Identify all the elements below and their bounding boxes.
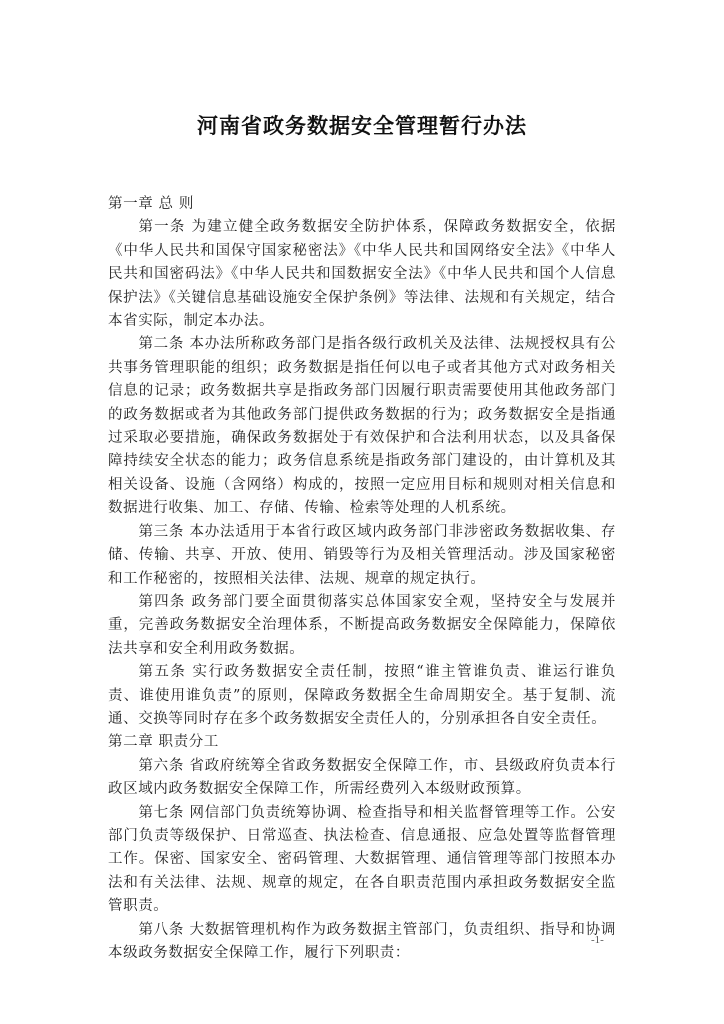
document-body [108, 193, 616, 965]
article-6: 第六条 省政府统筹全省政务数据安全保障工作，市、县级政府负责本行政区域内政务数据安全保障工作，所需经费列入本级财政预算。 [108, 757, 616, 798]
document-title: 河南省政务数据安全管理暂行办法 [197, 113, 527, 138]
article-7: 第七条 网信部门负责统筹协调、检查指导和相关监督管理等工作。公安部门负责等级保护、日常巡查、执法检查、信息通报、应急处置等监督管理工作。保密、国家安全、密码管理、大数据管理、通信管理等部门按照本办法和有关法律、法规、规章的规定，在各自职责范围内承担政务数据安全监管职责。 [108, 804, 616, 915]
page-number: -1- [591, 934, 604, 946]
chapter-heading-2: 第二章 职责分工 [108, 734, 219, 751]
article-5: 第五条 实行政务数据安全责任制，按照“谁主管谁负责、谁运行谁负责、谁使用谁负责”的原则，保障政务数据全生命周期安全。基于复制、流通、交换等同时存在多个政务数据安全责任人的，分别承担各自安全责任。 [108, 664, 616, 727]
chapter-heading-1: 第一章 总 则 [108, 196, 194, 212]
article-8: 第八条 大数据管理机构作为政务数据主管部门，负责组织、指导和协调本级政务数据安全保障工作，履行下列职责： [108, 921, 616, 961]
article-1: 第一条 为建立健全政务数据安全防护体系，保障政务数据安全，依据《中华人民共和国保守国家秘密法》《中华人民共和国网络安全法》《中华人民共和国密码法》《中华人民共和国数据安全法》《中华人民共和国个人信息保护法》《关键信息基础设施安全保护条例》等法律、法规和有关规定，结合本省实际，制定本办法。 [108, 219, 616, 330]
article-4: 第四条 政务部门要全面贯彻落实总体国家安全观，坚持安全与发展并重，完善政务数据安全治理体系，不断提高政务数据安全保障能力，保障依法共享和安全利用政务数据。 [108, 593, 616, 657]
article-2: 第二条 本办法所称政务部门是指各级行政机关及法律、法规授权具有公共事务管理职能的组织；政务数据是指任何以电子或者其他方式对政务相关信息的记录；政务数据共享是指政务部门因履行职责需要使用其他政务部门的政务数据或者为其他政务部门提供政务数据的行为；政务数据安全是指通过采取必要措施，确保政务数据处于有效保护和合法利用状态，以及具备保障持续安全状态的能力；政务信息系统是指政务部门建设的，由计算机及其相关设备、设施（含网络）构成的，按照一定应用目标和规则对相关信息和数据进行收集、加工、存储、传输、检索等处理的人机系统。 [108, 336, 616, 517]
article-3: 第三条 本办法适用于本省行政区域内政务部门非涉密政务数据收集、存储、传输、共享、开放、使用、销毁等行为及相关管理活动。涉及国家秘密和工作秘密的，按照相关法律、法规、规章的规定执行。 [108, 523, 616, 587]
